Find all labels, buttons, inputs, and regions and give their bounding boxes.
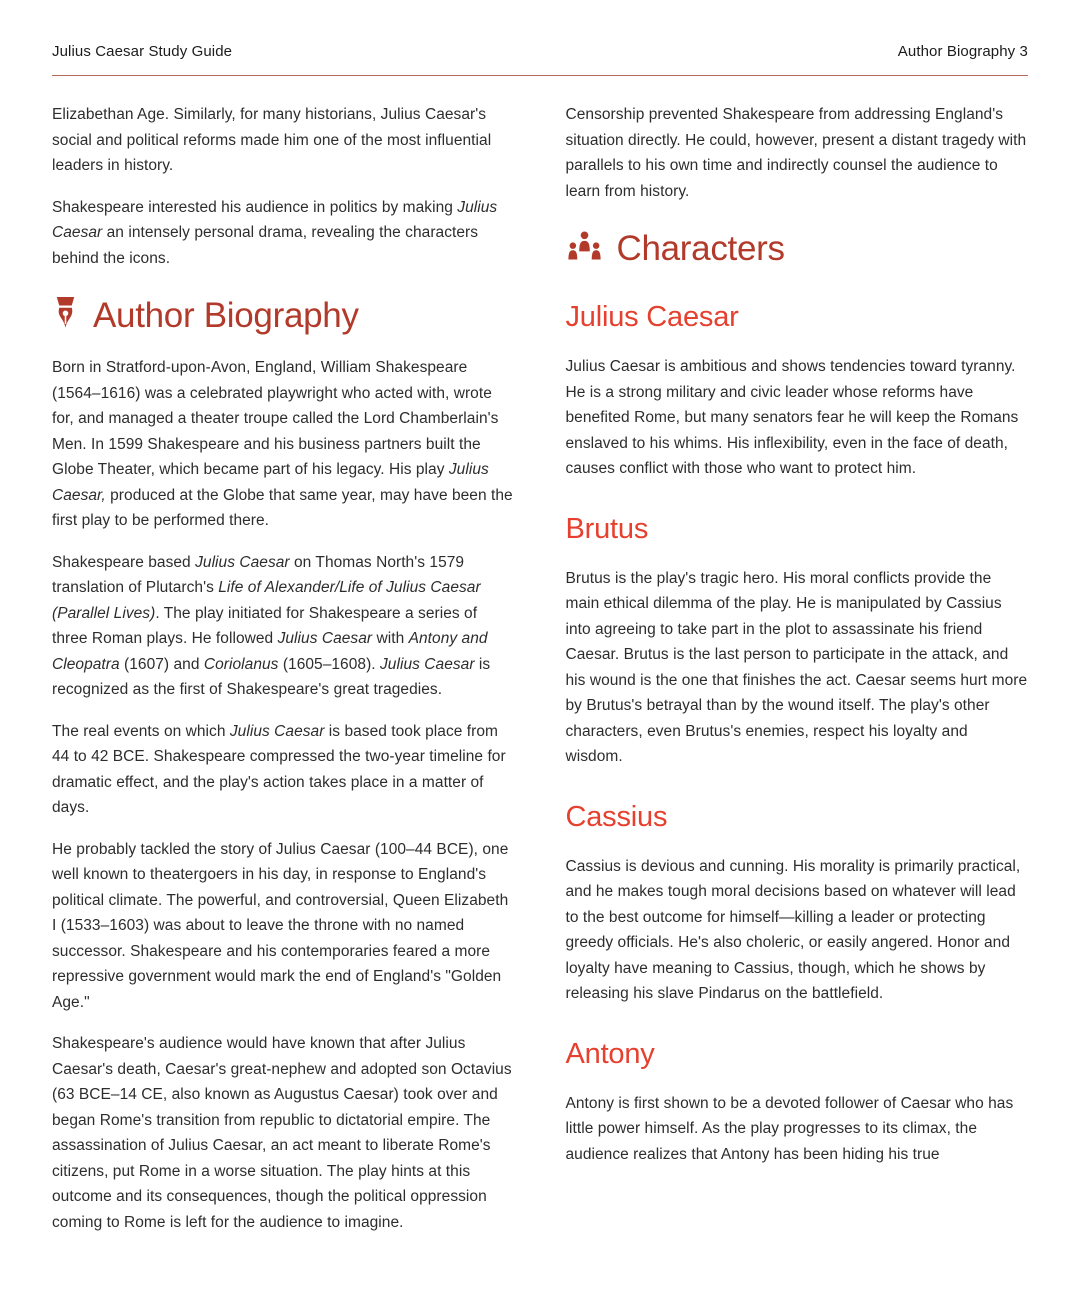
paragraph: The real events on which Julius Caesar is based took place from 44 to 42 BCE. Shakespeare compressed the two-year timeline for dramatic effect, and the play's action takes place in a matter of days. (52, 722, 506, 816)
section-heading (566, 228, 1029, 270)
heading-text: Cassius (565, 800, 668, 833)
paragraph: Shakespeare interested his audience in politics by making Julius Caesar an intensely personal drama, revealing the characters behind the icons. (52, 198, 498, 267)
paragraph: Antony is first shown to be a devoted follower of Caesar who has little power himself. As the play progresses to its climax, the audience realizes that Antony has been hiding his true (565, 1094, 1014, 1163)
header-page-label: Author Biography 3 (897, 43, 1028, 60)
paragraph: Elizabethan Age. Similarly, for many historians, Julius Caesar's social and political reforms made him one of the most influential leaders in history. (52, 106, 492, 174)
paragraph: Shakespeare based Julius Caesar on Thomas North's 1579 translation of Plutarch's Life of Alexander/Life of Julius Caesar (Parallel Lives). The play initiated for Shakespeare a series of three Roman plays. He followed Julius Caesar with Antony and Cleopatra (1607) and Coriolanus (1605–1608). Julius Caesar is recognized as the first of Shakespeare's great tragedies. (52, 553, 491, 698)
heading-text: Author Biography (93, 296, 359, 335)
paragraph: Born in Stratford-upon-Avon, England, William Shakespeare (1564–1616) was a celebrated playwright who acted with, wrote for, and managed a theater troupe called the Lord Chamberlain's Men. In 1599 Shakespeare and his business partners built the Globe Theater, which became part of his legacy. His play Julius Caesar, produced at the Globe that same year, may have been the first play to be performed there. (52, 359, 513, 529)
paragraph: Censorship prevented Shakespeare from addressing England's situation directly. He could, however, present a distant tragedy with parallels to his own time and indirectly counsel the audience to learn from history. (565, 106, 1027, 200)
section-heading (52, 295, 515, 337)
heading-text: Brutus (565, 512, 649, 545)
heading-text: Antony (565, 1037, 655, 1070)
pen-nib-icon (52, 297, 79, 335)
character-heading (566, 800, 1029, 834)
right-column (566, 102, 1029, 1251)
people-icon (566, 230, 603, 268)
paragraph: Cassius is devious and cunning. His morality is primarily practical, and he makes tough moral decisions based on whatever will lead to the best outcome for himself—killing a leader or protecting greedy officials. He's also choleric, or easily angered. Honor and loyalty have meaning to Cassius, though, which he shows by releasing his slave Pindarus on the battlefield. (565, 857, 1021, 1002)
paragraph: Shakespeare's audience would have known that after Julius Caesar's death, Caesar's great-nephew and adopted son Octavius (63 BCE–14 CE, also known as Augustus Caesar) took over and began Rome's transition from republic to dictatorial empire. The assassination of Julius Caesar, an act meant to liberate Rome's citizens, put Rome in a worse situation. The play hints at this outcome and its consequences, though the political oppression coming to Rome is left for the audience to imagine. (52, 1035, 512, 1231)
paragraph: Julius Caesar is ambitious and shows tendencies toward tyranny. He is a strong military and civic leader whose reforms have benefited Rome, but many senators fear he will keep the Romans enslaved to his whims. His inflexibility, even in the face of death, causes conflict with those who want to protect him. (565, 358, 1019, 477)
paragraph: Brutus is the play's tragic hero. His moral conflicts provide the main ethical dilemma of the play. He is manipulated by Cassius into agreeing to take part in the plot to assassinate his friend Caesar. Brutus is the last person to participate in the attack, and his wound is the one that finishes the act. Caesar seems hurt more by Brutus's betrayal than by the wound itself. The play's other characters, even Brutus's enemies, respect his loyalty and wisdom. (565, 569, 1028, 765)
heading-text: Julius Caesar (565, 301, 739, 333)
left-column (52, 102, 515, 1251)
paragraph: He probably tackled the story of Julius Caesar (100–44 BCE), one well known to theatergoers in his day, in response to England's political climate. The powerful, and controversial, Queen Elizabeth I (1533–1603) was about to leave the throne with no named successor. Shakespeare and his contemporaries feared a more repressive government would mark the end of England's "Golden Age." (52, 840, 509, 1011)
content (52, 102, 1028, 1251)
character-heading (566, 512, 1029, 546)
character-heading (566, 300, 1029, 334)
character-heading (566, 1037, 1029, 1071)
header-rule (52, 75, 1028, 76)
heading-text: Characters (616, 229, 785, 268)
header-doc-title: Julius Caesar Study Guide (52, 43, 233, 60)
page-header (52, 0, 1028, 61)
